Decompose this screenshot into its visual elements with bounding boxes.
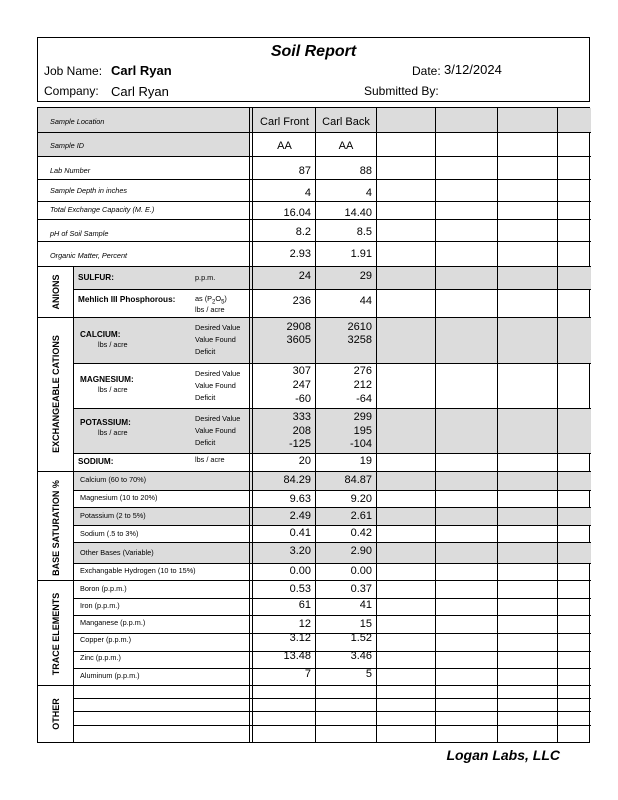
- zinc-2: 3.46: [350, 650, 372, 662]
- row-line: [73, 363, 591, 364]
- phosphorus-unit-lbs: lbs / acre: [195, 305, 225, 314]
- col-line-double: [249, 108, 253, 743]
- magnesium-found-1: 247: [292, 379, 311, 391]
- job-name-label: Job Name:: [44, 64, 103, 78]
- aluminum-label: Aluminum (p.p.m.): [80, 671, 140, 680]
- lab-number-label: Lab Number: [50, 166, 91, 175]
- bs-sodium-2: 0.42: [350, 527, 372, 539]
- potassium-desired-2: 299: [353, 411, 372, 423]
- phosphorus-1: 236: [292, 295, 311, 307]
- bs-hydrogen-label: Exchangable Hydrogen (10 to 15%): [80, 566, 196, 575]
- sample-1-location: Carl Front: [260, 116, 309, 128]
- report-header: [37, 37, 590, 102]
- manganese-label: Manganese (p.p.m.): [80, 618, 146, 627]
- bs-calcium-1: 84.29: [283, 474, 311, 486]
- magnesium-found-label: Value Found: [195, 381, 236, 390]
- potassium-desired-label: Desired Value: [195, 414, 241, 423]
- magnesium-deficit-label: Deficit: [195, 393, 216, 402]
- boron-2: 0.37: [350, 583, 372, 595]
- organic-matter-1: 2.93: [289, 248, 311, 260]
- organic-matter-label: Organic Matter, Percent: [50, 251, 128, 260]
- potassium-found-2: 195: [353, 425, 372, 437]
- potassium-found-label: Value Found: [195, 426, 236, 435]
- potassium-desired-1: 333: [292, 411, 311, 423]
- bs-calcium-2: 84.87: [344, 474, 372, 486]
- copper-label: Copper (p.p.m.): [80, 635, 132, 644]
- row-line: [73, 711, 591, 712]
- row-line: [73, 615, 591, 616]
- depth-1: 4: [304, 187, 311, 199]
- bs-magnesium-1: 9.63: [289, 493, 311, 505]
- magnesium-unit: lbs / acre: [98, 385, 128, 394]
- magnesium-desired-1: 307: [292, 365, 311, 377]
- calcium-unit: lbs / acre: [98, 340, 128, 349]
- copper-2: 1.52: [350, 632, 372, 644]
- sulfur-unit: p.p.m.: [195, 273, 216, 282]
- bs-other-2: 2.90: [350, 545, 372, 557]
- bs-other-1: 3.20: [289, 545, 311, 557]
- copper-1: 3.12: [289, 632, 311, 644]
- sodium-1: 20: [298, 455, 311, 467]
- sample-id-label: Sample ID: [50, 141, 85, 150]
- date-label: Date:: [412, 64, 441, 78]
- ph-2: 8.5: [356, 226, 372, 238]
- phosphorus-label: Mehlich III Phosphorous:: [78, 295, 176, 304]
- magnesium-desired-label: Desired Value: [195, 369, 241, 378]
- col-line: [376, 108, 377, 743]
- col-line: [73, 266, 74, 743]
- sodium-label: SODIUM:: [78, 457, 114, 466]
- phosphorus-2: 44: [359, 295, 372, 307]
- sample-location-label: Sample Location: [50, 117, 105, 126]
- col-line: [315, 108, 316, 743]
- row-line: [73, 408, 591, 409]
- report-title: Soil Report: [270, 43, 357, 60]
- sodium-2: 19: [359, 455, 372, 467]
- magnesium-found-2: 212: [353, 379, 372, 391]
- potassium-label: POTASSIUM:: [80, 418, 131, 427]
- calcium-desired-label: Desired Value: [195, 323, 241, 332]
- lab-footer-name: Logan Labs, LLC: [446, 747, 560, 763]
- lab-number-2: 88: [359, 165, 372, 177]
- col-line: [557, 108, 558, 743]
- iron-2: 41: [359, 599, 372, 611]
- magnesium-deficit-1: -60: [295, 393, 311, 405]
- zinc-label: Zinc (p.p.m.): [80, 653, 121, 662]
- depth-2: 4: [365, 187, 372, 199]
- magnesium-label: MAGNESIUM:: [80, 375, 134, 384]
- bs-magnesium-label: Magnesium (10 to 20%): [80, 493, 158, 502]
- sample-2-location: Carl Back: [322, 116, 370, 128]
- calcium-found-2: 3258: [347, 334, 372, 346]
- ph-label: pH of Soil Sample: [50, 229, 109, 238]
- row-line: [73, 525, 591, 526]
- calcium-desired-1: 2908: [286, 321, 311, 333]
- bs-hydrogen-1: 0.00: [289, 565, 311, 577]
- tec-label: Total Exchange Capacity (M. E.): [50, 205, 155, 214]
- bs-potassium-1: 2.49: [289, 510, 311, 522]
- tec-2: 14.40: [344, 207, 372, 219]
- row-line: [73, 490, 591, 491]
- row-line: [73, 453, 591, 454]
- col-line: [497, 108, 498, 743]
- row-line: [73, 563, 591, 564]
- company-label: Company:: [44, 84, 99, 98]
- magnesium-deficit-2: -64: [356, 393, 372, 405]
- row-line: [73, 725, 591, 726]
- calcium-found-1: 3605: [286, 334, 311, 346]
- calcium-desired-2: 2610: [347, 321, 372, 333]
- bs-sodium-1: 0.41: [289, 527, 311, 539]
- boron-1: 0.53: [289, 583, 311, 595]
- row-line: [73, 542, 591, 543]
- manganese-1: 12: [298, 618, 311, 630]
- bs-potassium-2: 2.61: [350, 510, 372, 522]
- sample-2-id: AA: [338, 140, 354, 152]
- row-line: [73, 698, 591, 699]
- bs-hydrogen-2: 0.00: [350, 565, 372, 577]
- zinc-1: 13.48: [283, 650, 311, 662]
- potassium-unit: lbs / acre: [98, 428, 128, 437]
- aluminum-1: 7: [304, 668, 311, 680]
- bs-magnesium-2: 9.20: [350, 493, 372, 505]
- calcium-deficit-label: Deficit: [195, 347, 216, 356]
- tec-1: 16.04: [283, 207, 311, 219]
- ph-1: 8.2: [295, 226, 311, 238]
- aluminum-2: 5: [365, 668, 372, 680]
- organic-matter-2: 1.91: [350, 248, 372, 260]
- sample-1-id: AA: [277, 140, 292, 152]
- submitted-by-label: Submitted By:: [364, 84, 439, 98]
- magnesium-desired-2: 276: [353, 365, 372, 377]
- sulfur-2: 29: [359, 270, 372, 282]
- date-value: 3/12/2024: [444, 62, 502, 77]
- boron-label: Boron (p.p.m.): [80, 584, 127, 593]
- results-table: Sample Location Sample ID Carl Front Carl Back AA AA Lab Number 87 88 Sample Depth in inches 4 4 Total Exchange Capacity (M. E.) 16.04 14.40 pH of Soil Sample 8.2 8.5 Organic Matter, Percent 2.93 1.91 ANIONS EXCHANGEABLE CATIONS BASE SATURATION % TRACE ELEMENTS OTHER SULFUR: p.p.m. 24 29 Mehlich III Phosphorous: as $(P_2O_5)$ lbs / acre 236 44 CALCIUM: lbs / acre Desired Value Value Found Deficit 2908 2610 3605 3258 MAGNESIUM: lbs / acre Desired Value Value Found Deficit 307 276 247 212 -60 -64 POTASSIUM: lbs / acre Desired Value Value Found Deficit 333 299 208 195 -125 -104 SODIUM: lbs / acre 20 19 Calcium (60 to 70%) 84.29 84.87 Magnesium (10 to 20%) 9.63 9.20 Potassium (2 to 5%) 2.49 2.61 Sodium (.5 to 3%) 0.41 0.42 Other Bases (Variable) 3.20 2.90 Exchangable Hydrogen (10 to 15%) 0.00 0.00 Boron (p.p.m.) 0.53 0.37 Iron (p.p.m.) 61 41 Manganese (p.p.m.) 12 15 Copper (p.p.m.) 3.12 1.52 Zinc (p.p.m.) 13.48 3.46 Aluminum (p.p.m.) 7 5: [37, 107, 590, 743]
- job-name-value: Carl Ryan: [111, 63, 172, 78]
- sulfur-label: SULFUR:: [78, 273, 114, 282]
- col-line: [435, 108, 436, 743]
- potassium-found-1: 208: [292, 425, 311, 437]
- depth-label: Sample Depth in inches: [50, 186, 128, 195]
- row-line: [73, 507, 591, 508]
- bs-other-label: Other Bases (Variable): [80, 548, 154, 557]
- lab-number-1: 87: [298, 165, 311, 177]
- potassium-deficit-1: -125: [288, 438, 311, 450]
- calcium-found-label: Value Found: [195, 335, 236, 344]
- bs-potassium-label: Potassium (2 to 5%): [80, 511, 146, 520]
- iron-label: Iron (p.p.m.): [80, 601, 120, 610]
- iron-1: 61: [298, 599, 311, 611]
- phosphorus-unit-formula: as $(P_2O_5)$: [195, 294, 227, 306]
- row-line: [73, 289, 591, 290]
- potassium-deficit-label: Deficit: [195, 438, 216, 447]
- manganese-2: 15: [359, 618, 372, 630]
- calcium-label: CALCIUM:: [80, 330, 121, 339]
- bs-sodium-label: Sodium (.5 to 3%): [80, 529, 139, 538]
- company-value: Carl Ryan: [111, 84, 169, 99]
- sodium-unit: lbs / acre: [195, 455, 225, 464]
- potassium-deficit-2: -104: [349, 438, 372, 450]
- bs-calcium-label: Calcium (60 to 70%): [80, 475, 147, 484]
- sulfur-1: 24: [298, 270, 311, 282]
- row-line: [73, 598, 591, 599]
